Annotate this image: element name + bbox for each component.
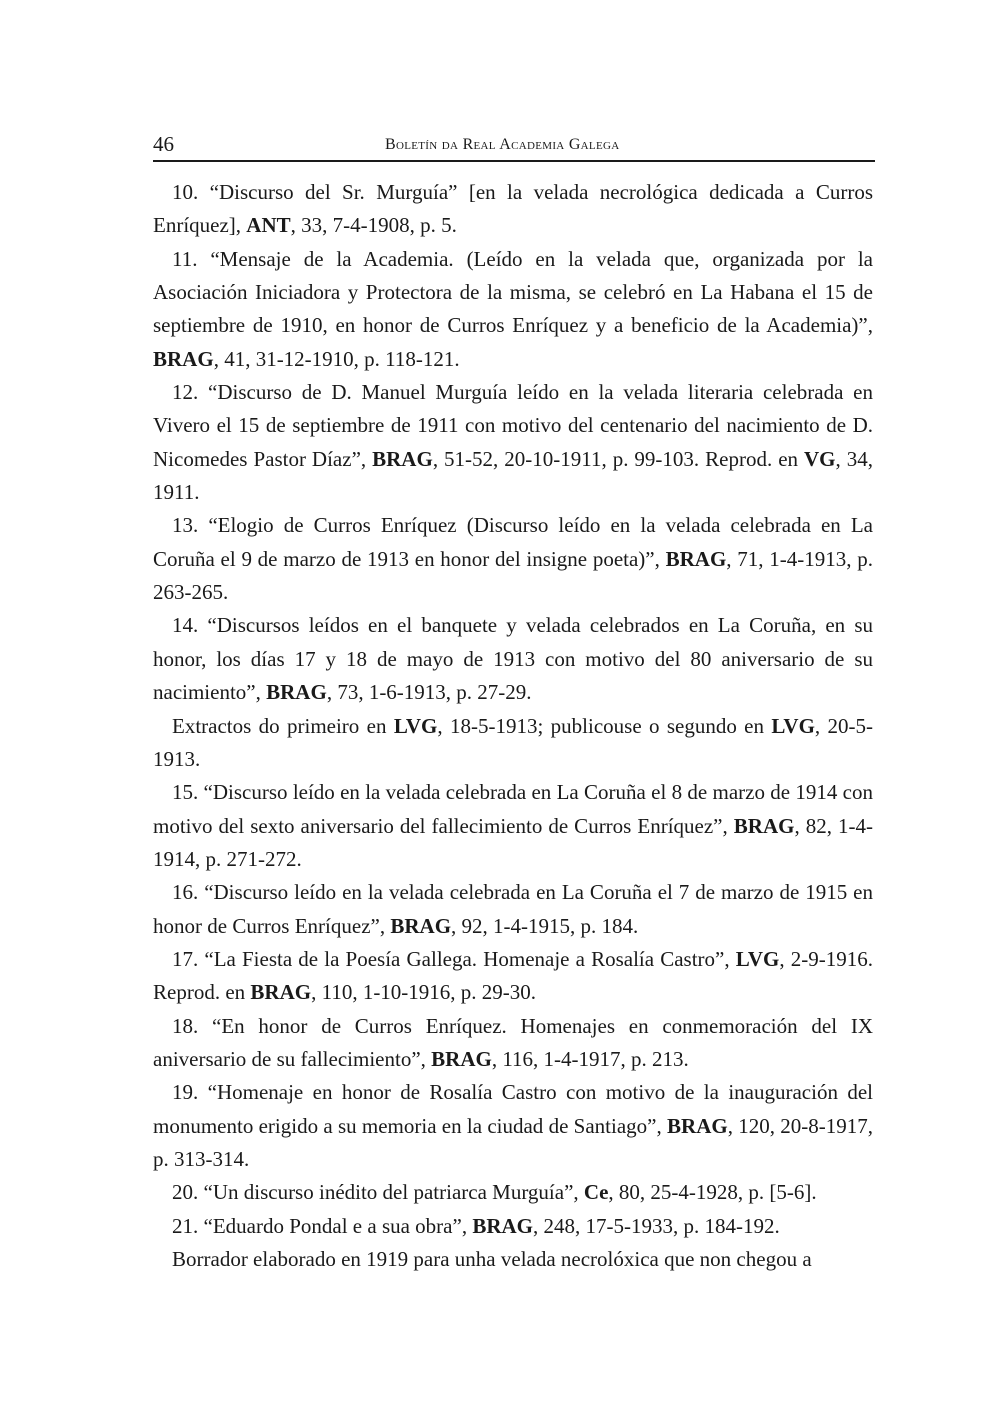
source-abbreviation: BRAG [372,446,433,471]
source-abbreviation: BRAG [431,1046,492,1071]
paragraph-text: , 20-5-1913. [153,713,873,771]
paragraph [153,1176,873,1209]
paragraph-text: 15. “Discurso leído en la velada celebrada en La Coruña el 8 de marzo de 1914 con motivo del sexto aniversario del fallecimiento de Curros Enríquez”, [153,780,873,838]
paragraph [153,943,873,1010]
paragraph-text: , 33, 7-4-1908, p. 5. [290,213,457,238]
source-abbreviation: BRAG [667,1113,728,1138]
paragraph [153,1210,873,1243]
paragraph-text: 18. “En honor de Curros Enríquez. Homenajes en conmemoración del IX aniversario de su fallecimiento”, [153,1013,873,1071]
source-abbreviation: BRAG [733,813,795,838]
page-number: 46 [153,132,174,156]
paragraph-text: Extractos do primeiro en [172,713,394,738]
paragraph-text: 11. “Mensaje de la Academia. (Leído en la velada que, organizada por la Asociación Iniciadora y Protectora de la misma, se celebró en La Habana el 15 de septiembre de 1910, en honor de Curros Enríquez y a beneficio de la Academia)”, [153,246,873,338]
paragraph-text: 20. “Un discurso inédito del patriarca Murguía”, [172,1180,584,1205]
page-header [153,130,875,160]
paragraph [153,1010,873,1077]
paragraph [153,376,873,509]
paragraph-text: , 18-5-1913; publicouse o segundo en [437,713,772,738]
source-abbreviation: VG [804,446,836,471]
paragraph-text: 10. “Discurso del Sr. Murguía” [en la velada necrológica dedicada a Curros Enríquez], [153,180,873,238]
source-abbreviation: BRAG [153,346,214,371]
paragraph-text: , 248, 17-5-1933, p. 184-192. [533,1213,780,1238]
source-abbreviation: BRAG [250,980,312,1005]
source-abbreviation: BRAG [390,913,452,938]
paragraph [153,1076,873,1176]
paragraph-text: , 120, 20-8-1917, p. 313-314. [153,1113,873,1171]
paragraph-text: , 34, 1911. [153,446,873,505]
paragraph-text: 14. “Discursos leídos en el banquete y velada celebrados en La Coruña, en su honor, los días 17 y 18 de mayo de 1913 con motivo del 80 aniversario de su nacimiento”, [153,613,873,705]
paragraph [153,509,873,609]
paragraph-text: Borrador elaborado en 1919 para unha velada necrolóxica que non chegou a [172,1247,812,1271]
source-abbreviation: Ce [583,1180,609,1205]
paragraph [153,710,873,777]
paragraph-text: 19. “Homenaje en honor de Rosalía Castro con motivo de la inauguración del monumento erigido a su memoria en la ciudad de Santiago”, [153,1080,873,1138]
paragraph-text: , 110, 1-10-1916, p. 29-30. [311,980,537,1005]
paragraph [153,243,873,376]
paragraph-text: , 82, 1-4-1914, p. 271-272. [153,813,873,871]
paragraph-text: , 71, 1-4-1913, p. 263-265. [153,546,873,605]
paragraph-text: , 92, 1-4-1915, p. 184. [451,913,639,938]
paragraph-text: 17. “La Fiesta de la Poesía Gallega. Homenaje a Rosalía Castro”, [172,946,736,971]
source-abbreviation: LVG [771,713,815,738]
paragraph [153,776,873,876]
header-rule [153,160,875,162]
body-text [153,176,873,1276]
paragraph [153,876,873,943]
paragraph-text: , 41, 31-12-1910, p. 118-121. [213,346,460,371]
source-abbreviation: LVG [735,946,780,971]
source-abbreviation: BRAG [472,1213,534,1238]
paragraph-text: , 80, 25-4-1928, p. [5-6]. [608,1180,817,1205]
paragraph-text: 12. “Discurso de D. Manuel Murguía leído en la velada literaria celebrada en Vivero el 15 de septiembre de 1911 con motivo del centenario del nacimiento de D. Nicomedes Pastor Díaz”, [153,380,873,471]
paragraph-text: 16. “Discurso leído en la velada celebrada en La Coruña el 7 de marzo de 1915 en honor de Curros Enríquez”, [153,880,873,938]
paragraph-text: , 116, 1-4-1917, p. 213. [491,1046,689,1071]
paragraph-text: , 73, 1-6-1913, p. 27-29. [326,680,532,705]
source-abbreviation: LVG [393,713,438,738]
paragraph-text: 13. “Elogio de Curros Enríquez (Discurso leído en la velada celebrada en La Coruña el 9 de marzo de 1913 en honor del insigne poeta)”, [153,513,873,571]
paragraph-text: 21. “Eduardo Pondal e a sua obra”, [172,1213,473,1238]
paragraph [153,609,873,709]
paragraph-text: , 51-52, 20-10-1911, p. 99-103. Reprod. en [432,446,805,471]
source-abbreviation: BRAG [665,546,727,571]
source-abbreviation: ANT [246,213,291,238]
paragraph-text: , 2-9-1916. Reprod. en [153,946,873,1005]
paragraph [153,176,873,243]
paragraph [153,1243,873,1276]
source-abbreviation: BRAG [266,680,327,705]
running-title: Boletín da Real Academia Galega [385,136,620,153]
